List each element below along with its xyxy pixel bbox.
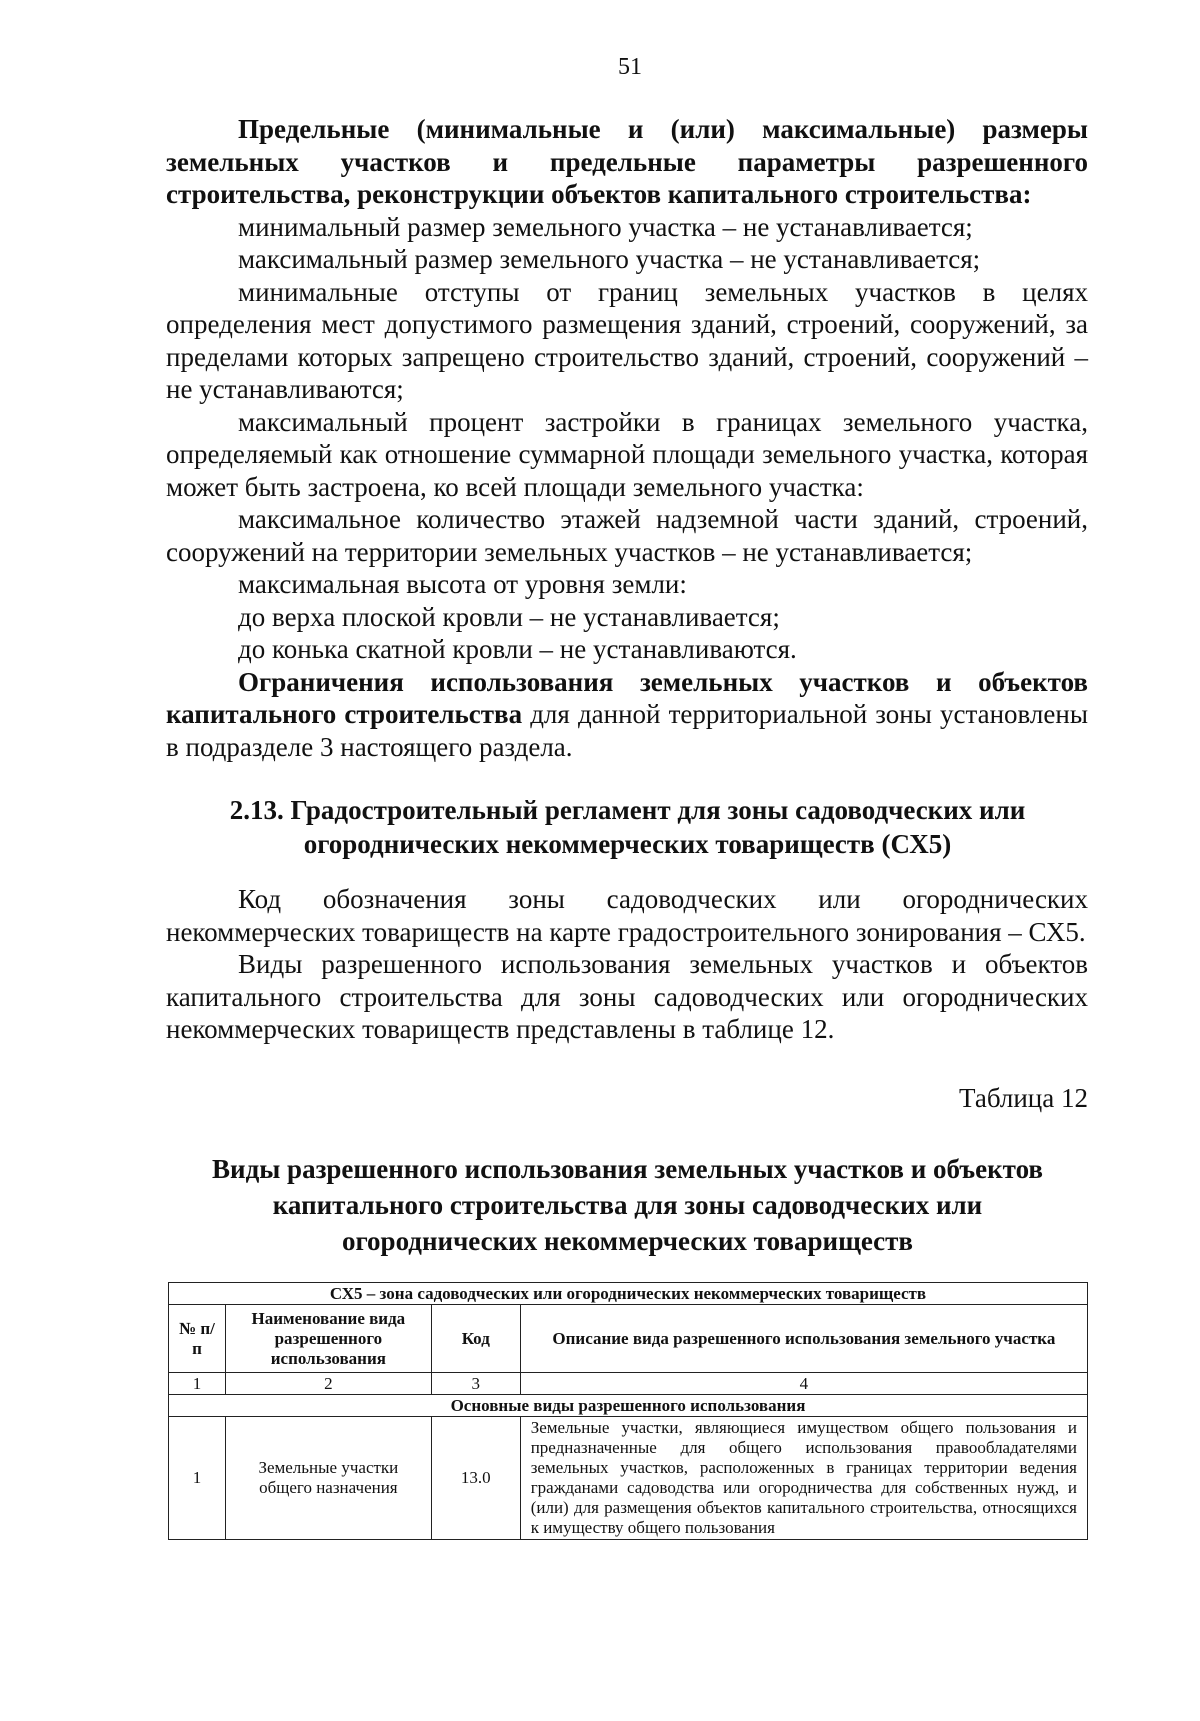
row-desc: Земельные участки, являющиеся имуществом общего пользования и предназначенные для общего использования правообладателями земельных участков, расположенных в границах территории ведения гражданами садоводства или огородничества для собственных нужд, и (или) для размещения объектов капитального строительства, относящихся к имуществу общего пользования (520, 1417, 1087, 1540)
col-header-num: № п/п (169, 1305, 226, 1373)
section-body (166, 883, 1088, 1046)
row-name: Земельные участки общего назначения (225, 1417, 431, 1540)
zone-header: СХ5 – зона садоводческих или огороднических некоммерческих товариществ (169, 1283, 1088, 1305)
parameters-block (166, 113, 1088, 763)
restrictions-rest: для данной территориальной зоны установлены в подразделе 3 настоящего раздела. (166, 699, 1088, 762)
usage-table (168, 1282, 1088, 1540)
col-number-2: 2 (225, 1373, 431, 1395)
col-header-name: Наименование вида разрешенного использования (225, 1305, 431, 1373)
table-title-line2: капитального строительства для зоны садоводческих или (272, 1190, 983, 1220)
min-plot-size: минимальный размер земельного участка – не устанавливается; (238, 211, 973, 242)
zone-header-row (169, 1283, 1088, 1305)
column-number-row (169, 1373, 1088, 1395)
parameters-heading: Предельные (минимальные и (или) максимальные) размеры земельных участков и предельные параметры разрешенного строительства, реконструкции объектов капитального строительства: (166, 114, 1088, 209)
row-code: 13.0 (431, 1417, 520, 1540)
section-title-line2: огороднических некоммерческих товариществ (СХ5) (303, 829, 952, 859)
table-title-line3: огороднических некоммерческих товариществ (341, 1226, 914, 1256)
row-num: 1 (169, 1417, 226, 1540)
pitched-roof-height: до конька скатной кровли – не устанавливаются. (238, 634, 797, 664)
table-caption: Таблица 12 (959, 1083, 1088, 1113)
restrictions-paragraph (166, 666, 1088, 764)
table-title-line1: Виды разрешенного использования земельных участков и объектов (212, 1154, 1043, 1184)
col-number-4: 4 (520, 1373, 1087, 1395)
column-header-row (169, 1305, 1088, 1373)
flat-roof-height: до верха плоской кровли – не устанавливается; (238, 601, 780, 632)
usage-types-paragraph: Виды разрешенного использования земельных участков и объектов капитального строительства для зоны садоводческих или огороднических некоммерческих товариществ представлены в таблице 12. (166, 949, 1088, 1044)
min-setbacks: минимальные отступы от границ земельных участков в целях определения мест допустимого размещения зданий, строений, сооружений, за пределами которых запрещено строительство зданий, строений, сооружений – не устанавливаются; (166, 276, 1088, 404)
zone-code-paragraph: Код обозначения зоны садоводческих или огороднических некоммерческих товариществ на карте градостроительного зонирования – СХ5. (166, 884, 1088, 947)
max-height: максимальная высота от уровня земли: (238, 569, 687, 599)
col-number-3: 3 (431, 1373, 520, 1395)
section-row (169, 1395, 1088, 1417)
max-coverage: максимальный процент застройки в границах земельного участка, определяемый как отношение суммарной площади земельного участка, которая может быть застроена, ко всей площади земельного участка: (166, 406, 1088, 502)
max-floors: максимальное количество этажей надземной части зданий, строений, сооружений на территории земельных участков – не устанавливается; (166, 504, 1088, 567)
page-number: 51 (618, 54, 642, 80)
col-header-code: Код (431, 1305, 520, 1373)
table-row (169, 1417, 1088, 1540)
col-number-1: 1 (169, 1373, 226, 1395)
col-header-desc: Описание вида разрешенного использования земельного участка (520, 1305, 1087, 1373)
restrictions-bold: Ограничения использования земельных участков и объектов капитального строительства (166, 666, 1088, 729)
section-title-line1: 2.13. Градостроительный регламент для зоны садоводческих или (229, 795, 1026, 825)
max-plot-size: максимальный размер земельного участка – не устанавливается; (238, 244, 981, 274)
table-title (160, 1151, 1095, 1259)
main-usage-header: Основные виды разрешенного использования (169, 1395, 1088, 1417)
section-title (160, 793, 1095, 861)
